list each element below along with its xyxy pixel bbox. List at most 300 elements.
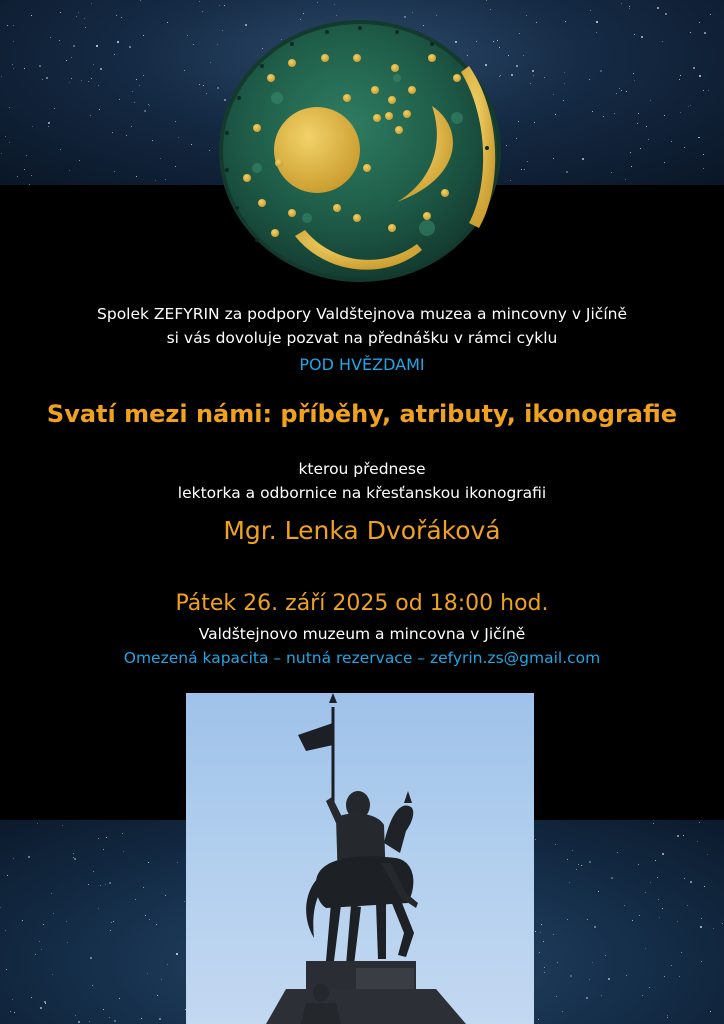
star-dot	[697, 841, 698, 842]
star-dot	[639, 915, 640, 916]
star-dot	[184, 901, 185, 902]
star-dot	[506, 145, 507, 146]
star-dot	[31, 15, 32, 16]
star-dot	[653, 823, 654, 824]
star-dot	[22, 920, 23, 921]
star-dot	[519, 33, 520, 34]
star-dot	[659, 917, 660, 918]
star-dot	[543, 941, 544, 942]
star-dot	[167, 22, 168, 23]
sky-disc-image	[217, 18, 503, 284]
star-dot	[116, 15, 117, 16]
star-dot	[110, 930, 111, 931]
star-dot	[680, 75, 681, 76]
star-dot	[160, 158, 161, 159]
star-dot	[12, 999, 13, 1000]
intro-line-1: Spolek ZEFYRIN za podpory Valdštejnova muzea a mincovny v Jičíně	[97, 305, 627, 323]
star-dot	[184, 70, 185, 71]
event-datetime: Pátek 26. září 2025 od 18:00 hod.	[175, 591, 549, 616]
star-dot	[98, 908, 99, 909]
star-dot	[699, 75, 701, 77]
star-dot	[71, 57, 72, 58]
star-dot	[93, 64, 94, 65]
star-dot	[713, 928, 714, 929]
star-dot	[699, 22, 700, 23]
star-dot	[603, 116, 604, 117]
star-dot	[60, 12, 61, 13]
star-dot	[553, 94, 554, 95]
star-dot	[665, 13, 667, 15]
star-dot	[114, 54, 115, 55]
star-dot	[611, 877, 613, 879]
star-dot	[145, 915, 146, 916]
star-dot	[13, 25, 14, 26]
star-dot	[191, 144, 192, 145]
star-dot	[147, 973, 148, 974]
star-dot	[681, 952, 682, 953]
star-dot	[690, 32, 691, 33]
star-dot	[114, 1020, 116, 1022]
star-dot	[703, 90, 704, 91]
star-dot	[119, 998, 120, 999]
star-dot	[592, 111, 593, 112]
star-dot	[143, 887, 144, 888]
star-dot	[555, 114, 556, 115]
star-dot	[555, 844, 556, 845]
star-dot	[92, 985, 93, 986]
star-dot	[576, 869, 577, 870]
star-dot	[79, 160, 80, 161]
star-dot	[109, 1017, 110, 1018]
star-dot	[112, 132, 113, 133]
star-dot	[78, 1021, 80, 1023]
star-dot	[641, 36, 643, 38]
star-dot	[530, 83, 531, 84]
star-dot	[625, 179, 626, 180]
star-dot	[66, 60, 67, 61]
star-dot	[566, 171, 568, 173]
star-dot	[707, 854, 708, 855]
star-dot	[106, 837, 107, 838]
star-dot	[100, 68, 102, 70]
star-dot	[206, 93, 207, 94]
star-dot	[76, 16, 77, 17]
star-dot	[523, 55, 524, 56]
star-dot	[538, 1019, 539, 1020]
star-dot	[701, 918, 702, 919]
star-dot	[486, 0, 487, 1]
lecture-title: Svatí mezi námi: příběhy, atributy, ikonografie	[46, 400, 678, 428]
star-dot	[524, 169, 525, 170]
star-dot	[664, 115, 665, 116]
star-dot	[590, 10, 591, 11]
star-dot	[74, 858, 76, 860]
star-dot	[645, 892, 646, 893]
star-dot	[650, 100, 651, 101]
star-dot	[67, 942, 68, 943]
star-dot	[5, 930, 6, 931]
star-dot	[567, 919, 568, 920]
star-dot	[556, 996, 557, 997]
star-dot	[66, 921, 67, 922]
star-dot	[1, 76, 2, 77]
star-dot	[209, 150, 210, 151]
star-dot	[84, 18, 85, 19]
star-dot	[0, 907, 1, 908]
star-dot	[178, 137, 179, 138]
star-dot	[51, 893, 52, 894]
star-dot	[679, 976, 680, 977]
star-dot	[144, 110, 146, 112]
star-dot	[544, 77, 545, 78]
star-dot	[544, 967, 545, 968]
star-dot	[633, 73, 634, 74]
star-dot	[594, 926, 596, 928]
reservation-info[interactable]: Omezená kapacita – nutná rezervace – zefyrin.zs@gmail.com	[123, 649, 601, 667]
star-dot	[141, 1018, 142, 1019]
star-dot	[132, 91, 133, 92]
star-dot	[619, 88, 620, 89]
star-dot	[626, 975, 627, 976]
star-dot	[601, 995, 602, 996]
star-dot	[617, 852, 618, 853]
star-dot	[175, 121, 176, 122]
star-dot	[103, 1009, 104, 1010]
star-dot	[48, 126, 49, 127]
star-dot	[616, 93, 617, 94]
star-dot	[32, 126, 33, 127]
star-dot	[165, 179, 166, 180]
star-dot	[167, 964, 168, 965]
star-dot	[91, 78, 92, 79]
star-dot	[26, 155, 27, 156]
star-dot	[640, 148, 641, 149]
star-dot	[690, 105, 691, 106]
star-dot	[336, 15, 337, 16]
star-dot	[35, 954, 36, 955]
star-dot	[129, 46, 131, 48]
star-dot	[90, 957, 92, 959]
star-dot	[516, 65, 518, 67]
star-dot	[693, 67, 695, 69]
star-dot	[436, 15, 437, 16]
star-dot	[701, 961, 702, 962]
star-dot	[88, 81, 89, 82]
star-dot	[126, 135, 127, 136]
star-dot	[53, 913, 54, 914]
star-dot	[24, 68, 25, 69]
star-dot	[671, 965, 672, 966]
star-dot	[592, 962, 593, 963]
star-dot	[544, 972, 545, 973]
star-dot	[586, 997, 588, 999]
star-dot	[43, 924, 44, 925]
star-dot	[187, 35, 188, 36]
star-dot	[14, 1012, 15, 1013]
star-dot	[149, 919, 150, 920]
star-dot	[638, 864, 639, 865]
star-dot	[177, 862, 178, 863]
star-dot	[73, 857, 74, 858]
star-dot	[202, 11, 203, 12]
star-dot	[646, 126, 647, 127]
star-dot	[634, 34, 635, 35]
star-dot	[589, 79, 590, 80]
star-dot	[662, 908, 663, 909]
star-dot	[521, 169, 522, 170]
star-dot	[99, 109, 100, 110]
star-dot	[100, 885, 101, 886]
star-dot	[624, 905, 625, 906]
star-dot	[518, 121, 519, 122]
star-dot	[224, 5, 225, 6]
star-dot	[621, 3, 622, 4]
star-dot	[7, 25, 8, 26]
star-dot	[12, 64, 13, 65]
star-dot	[9, 107, 10, 108]
star-dot	[119, 99, 120, 100]
star-dot	[136, 176, 137, 177]
star-dot	[629, 6, 630, 7]
star-dot	[113, 921, 114, 922]
star-dot	[630, 152, 631, 153]
star-dot	[679, 79, 680, 80]
star-dot	[98, 85, 99, 86]
star-dot	[569, 882, 570, 883]
star-dot	[155, 180, 156, 181]
star-dot	[54, 108, 55, 109]
star-dot	[677, 921, 678, 922]
star-dot	[611, 172, 612, 173]
star-dot	[45, 1003, 46, 1004]
star-dot	[687, 905, 688, 906]
star-dot	[688, 106, 689, 107]
star-dot	[710, 1011, 711, 1012]
star-dot	[111, 922, 112, 923]
star-dot	[536, 22, 537, 23]
star-dot	[69, 82, 70, 83]
star-dot	[671, 141, 672, 142]
star-dot	[114, 171, 115, 172]
star-dot	[46, 77, 48, 79]
star-dot	[562, 1011, 563, 1012]
star-dot	[699, 822, 700, 823]
star-dot	[152, 140, 153, 141]
speaker-intro	[0, 457, 724, 505]
star-dot	[582, 158, 584, 160]
sky-disc-icon	[217, 18, 503, 284]
star-dot	[85, 27, 86, 28]
star-dot	[52, 974, 53, 975]
star-dot	[553, 934, 554, 935]
star-dot	[690, 881, 692, 883]
star-dot	[62, 825, 63, 826]
star-dot	[5, 136, 6, 137]
star-dot	[608, 978, 610, 980]
star-dot	[136, 79, 137, 80]
star-dot	[667, 1017, 668, 1018]
star-dot	[161, 979, 162, 980]
star-dot	[219, 5, 220, 6]
star-dot	[199, 84, 200, 85]
star-dot	[631, 166, 632, 167]
star-dot	[704, 886, 705, 887]
star-dot	[143, 75, 144, 76]
star-dot	[511, 74, 513, 76]
star-dot	[210, 62, 211, 63]
star-dot	[626, 91, 627, 92]
star-dot	[684, 147, 685, 148]
star-dot	[122, 833, 123, 834]
star-dot	[123, 851, 124, 852]
star-dot	[199, 1, 200, 2]
star-dot	[135, 899, 136, 900]
star-dot	[88, 884, 89, 885]
star-dot	[156, 924, 157, 925]
star-dot	[31, 175, 32, 176]
speaker-intro-line-2: lektorka a odbornice na křesťanskou ikonografii	[177, 484, 547, 502]
star-dot	[103, 849, 104, 850]
star-dot	[109, 882, 111, 884]
star-dot	[648, 139, 649, 140]
star-dot	[98, 838, 99, 839]
star-dot	[587, 919, 588, 920]
star-dot	[203, 85, 204, 86]
star-dot	[629, 8, 630, 9]
star-dot	[598, 891, 599, 892]
star-dot	[634, 80, 635, 81]
star-dot	[48, 122, 50, 124]
star-dot	[638, 113, 639, 114]
star-dot	[510, 180, 511, 181]
star-dot	[589, 861, 591, 863]
star-dot	[42, 79, 43, 80]
star-dot	[564, 83, 565, 84]
speaker-intro-line-1: kterou přednese	[298, 460, 426, 478]
star-dot	[581, 865, 582, 866]
star-dot	[90, 115, 91, 116]
star-dot	[703, 154, 704, 155]
star-dot	[31, 997, 32, 998]
event-venue: Valdštejnovo muzeum a mincovna v Jičíně	[198, 625, 526, 643]
star-dot	[9, 142, 10, 143]
star-dot	[157, 995, 158, 996]
star-dot	[89, 1021, 90, 1022]
star-dot	[700, 926, 702, 928]
star-dot	[527, 161, 528, 162]
star-dot	[657, 877, 658, 878]
star-dot	[650, 882, 651, 883]
star-dot	[677, 835, 679, 837]
star-dot	[81, 80, 82, 81]
star-dot	[175, 166, 176, 167]
star-dot	[541, 924, 542, 925]
star-dot	[621, 90, 622, 91]
star-dot	[490, 9, 491, 10]
star-dot	[645, 948, 646, 949]
series-name: POD HVĚZDAMI	[299, 355, 425, 374]
star-dot	[532, 70, 534, 72]
star-dot	[73, 45, 75, 47]
star-dot	[662, 853, 664, 855]
star-dot	[39, 65, 41, 67]
star-dot	[6, 969, 7, 970]
star-dot	[334, 4, 335, 5]
star-dot	[165, 895, 166, 896]
star-dot	[139, 85, 140, 86]
star-dot	[105, 884, 106, 885]
star-dot	[539, 952, 540, 953]
star-dot	[7, 875, 8, 876]
star-dot	[37, 823, 38, 824]
star-dot	[589, 979, 590, 980]
star-dot	[710, 14, 711, 15]
star-dot	[193, 44, 194, 45]
star-dot	[17, 176, 18, 177]
star-dot	[703, 168, 704, 169]
star-dot	[722, 923, 723, 924]
star-dot	[657, 7, 659, 9]
statue-photo	[186, 693, 534, 1024]
star-dot	[93, 871, 94, 872]
star-dot	[50, 37, 51, 38]
star-dot	[60, 149, 61, 150]
star-dot	[59, 40, 60, 41]
star-dot	[508, 55, 509, 56]
star-dot	[637, 123, 638, 124]
star-dot	[13, 68, 14, 69]
star-dot	[148, 862, 149, 863]
star-dot	[642, 995, 643, 996]
star-dot	[176, 953, 178, 955]
star-dot	[140, 0, 141, 1]
star-dot	[683, 835, 684, 836]
star-dot	[699, 137, 700, 138]
star-dot	[149, 105, 150, 106]
star-dot	[572, 850, 573, 851]
speaker-name: Mgr. Lenka Dvořáková	[223, 516, 501, 545]
star-dot	[563, 100, 564, 101]
star-dot	[557, 962, 558, 963]
star-dot	[75, 1015, 76, 1016]
star-dot	[600, 70, 602, 72]
star-dot	[39, 941, 40, 942]
star-dot	[96, 45, 98, 47]
star-dot	[91, 3, 92, 4]
star-dot	[704, 32, 706, 34]
intro-line-2: si vás dovoluje pozvat na přednášku v rámci cyklu	[166, 329, 558, 347]
star-dot	[28, 856, 30, 858]
star-dot	[69, 170, 70, 171]
star-dot	[13, 858, 14, 859]
star-dot	[10, 1011, 11, 1012]
star-dot	[1, 153, 2, 154]
star-dot	[412, 12, 413, 13]
equestrian-statue-icon	[186, 693, 534, 1024]
intro-block	[0, 302, 724, 350]
star-dot	[24, 169, 25, 170]
star-dot	[78, 12, 79, 13]
star-dot	[143, 35, 144, 36]
star-dot	[655, 860, 656, 861]
star-dot	[664, 162, 665, 163]
star-dot	[40, 1007, 42, 1009]
star-dot	[632, 920, 633, 921]
star-dot	[317, 2, 318, 3]
star-dot	[664, 976, 665, 977]
star-dot	[41, 949, 42, 950]
star-dot	[596, 21, 598, 23]
